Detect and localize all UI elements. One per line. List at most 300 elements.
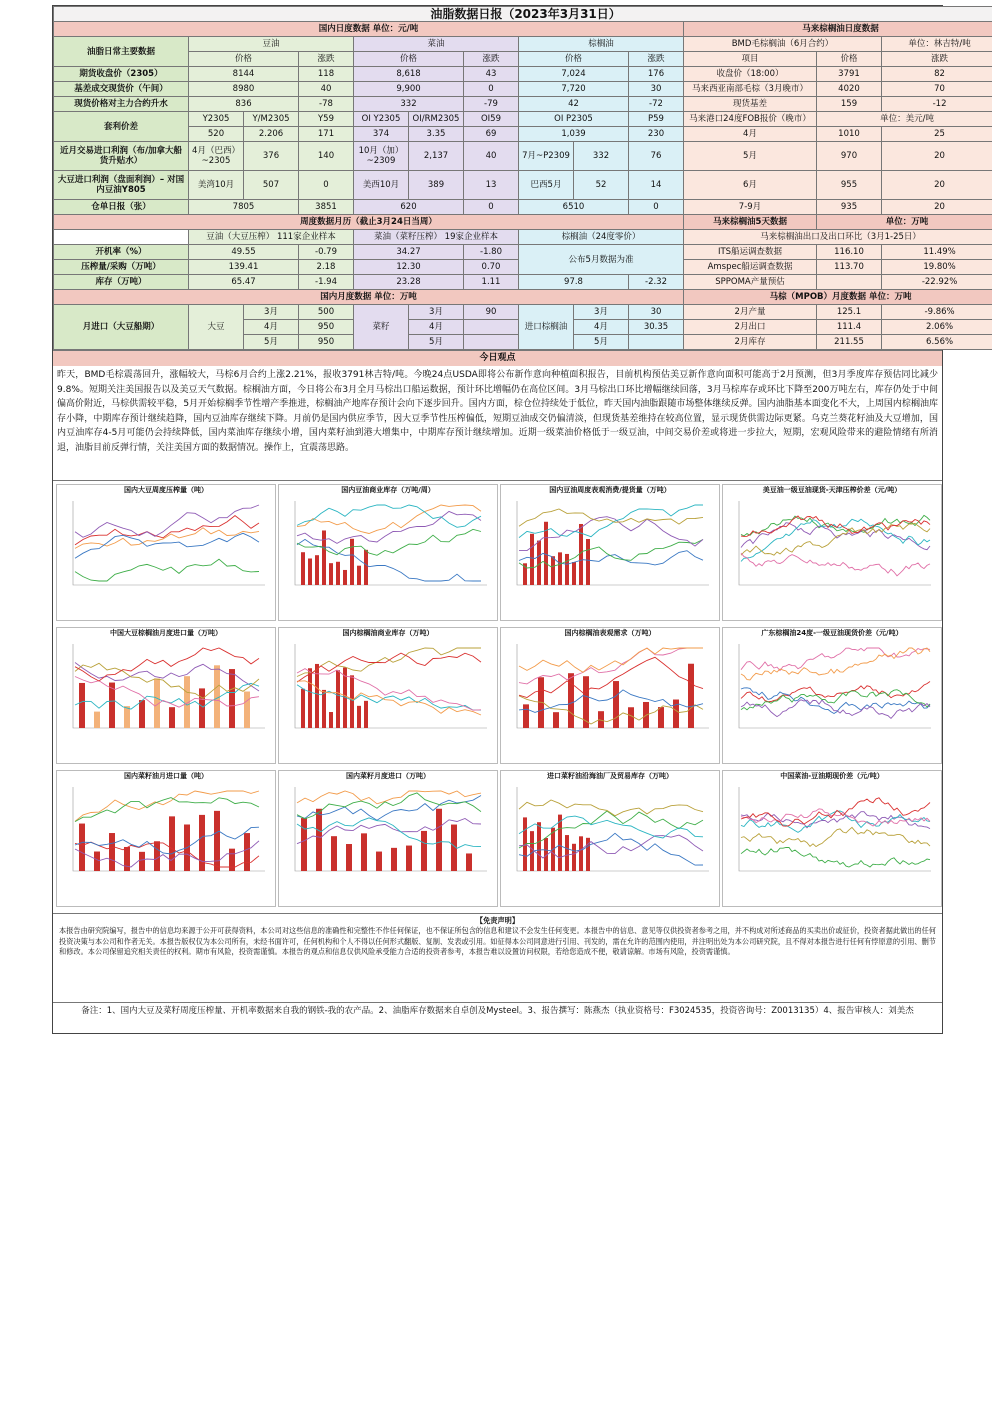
cell: 7月~P2309	[519, 142, 574, 171]
row-label: 库存（万吨）	[54, 275, 189, 290]
cell: 美湾10月	[189, 171, 244, 200]
chart-line	[741, 648, 930, 680]
cell: 7,720	[519, 82, 629, 97]
chart-bar	[94, 852, 100, 871]
cell	[464, 320, 519, 335]
cell: 12.30	[354, 260, 464, 275]
footnote: 备注：1、国内大豆及菜籽周度压榨量、开机率数据来自我的钢铁-我的农产品。2、油脂库存数据来自卓创及Mysteel。3、报告撰写：陈燕杰（执业资格号：F3024535，投资咨询号：Z0013135）4、报告审核人：刘美杰	[81, 1006, 914, 1016]
chart-bar	[421, 831, 427, 871]
chart-bar	[350, 675, 354, 728]
monthly-item: 进口棕榈油	[519, 305, 574, 350]
chart-bar	[301, 689, 305, 728]
chart-plot	[503, 640, 715, 748]
chart-title: 国内棕榈油表观需求（万吨）	[564, 629, 656, 637]
cell: 4月	[684, 127, 817, 142]
domestic-header: 国内日度数据 单位：元/吨	[54, 22, 684, 37]
col-price: 价格	[354, 52, 464, 67]
chart-bar	[364, 550, 368, 585]
warrant-label: 仓单日报（张）	[54, 200, 189, 215]
chart-bar	[109, 833, 115, 871]
cell: 6.56%	[882, 335, 992, 350]
monthly-label: 月进口（大豆船期）	[54, 305, 189, 350]
cell: 0	[629, 200, 684, 215]
chart-plot	[59, 783, 271, 891]
chart-bar	[357, 706, 361, 728]
cell: 3851	[299, 200, 354, 215]
cell: 13	[464, 171, 519, 200]
chart-bar	[322, 530, 326, 585]
chart-bar	[613, 681, 619, 728]
view-text: 昨天，BMD毛棕震荡回升，涨幅较大，马棕6月合约上涨2.21%，报收3791林吉特/吨。今晚24点USDA即将公布新作意向种植面积报告，目前机构预估美豆新作意向面积可能高于2月预测，但3月季度库存预估同比减少9.8%。短期关注美国报告以及美豆天气数据。棕榈油方面，今日将公布3月全月马棕出口船运数据，预计环比增幅仍在高位区间。3月马棕出口环比增幅继续回落，3月马棕库存或环比下降至200万吨左右，库存仍处于中间偏高价附近，马棕供需较平稳，5月开始棕榈季节性增产季推进，棕榈油产地库存预计会向下逐步回升。国内方面，棕仓位持续处于低位，昨天国内油脂跟随市场整体继续反弹。国内油脂基本面变化不大，上周国内棕榈油库存小降，中期库存预计继续趋降，国内豆油库存继续下降。月前仍是国内供应季节，因大豆季节性压榨偏低，短期豆油成交仍偏清淡，但现货基差维持在较高位置，显示现货供需边际更紧。乌克兰葵花籽油及大豆增加，国内豆油库存4-5月可能仍会持续降低，国内菜油库存继续小增，国内菜籽油到港大增集中，中期库存预计继续增加。近期一级菜油价格低于一级豆油，中间交易价差或将进一步拉大，短期，宏观风险带来的避险情绪有所消退，油脂目前反弹行情，关注美国方面的数据情况。操作上，宜震荡思路。	[53, 366, 942, 481]
spread-head: Y/M2305	[244, 112, 299, 127]
chart-bar	[572, 844, 576, 871]
col-change: 涨跌	[464, 52, 519, 67]
chart-bar	[94, 712, 100, 728]
chart-title: 国内菜籽月度进口（万吨）	[346, 772, 430, 780]
chart-bar	[199, 688, 205, 728]
cell: 巴西5月	[519, 171, 574, 200]
chart-plot	[503, 783, 715, 891]
col-price: 价格	[519, 52, 629, 67]
cell: 49.55	[189, 245, 299, 260]
cell: 500	[299, 305, 354, 320]
cell: 40	[464, 142, 519, 171]
cell: 40	[299, 82, 354, 97]
disclaimer-title: 【免责声明】	[475, 916, 520, 925]
chart-title: 美豆油一级豆油现货-天津压榨价差（元/吨）	[762, 486, 902, 494]
cell: 113.70	[817, 260, 882, 275]
weekly-head: 菜油（菜籽压榨） 19家企业样本	[354, 230, 519, 245]
cell: 42	[519, 97, 629, 112]
disclaimer	[53, 914, 942, 1003]
chart-panel	[56, 627, 276, 764]
cell: 收盘价（18:00）	[684, 67, 817, 82]
chart-bar	[530, 831, 534, 871]
cell: 2月库存	[684, 335, 817, 350]
view-title: 今日观点	[53, 350, 942, 366]
cell: -78	[299, 97, 354, 112]
cell: -0.79	[299, 245, 354, 260]
chart-panel	[56, 770, 276, 907]
product-soy: 豆油	[189, 37, 354, 52]
cell: 389	[409, 171, 464, 200]
cell: 25	[882, 127, 992, 142]
chart-line	[741, 827, 930, 846]
chart-title: 中国菜油-豆油期现价差（元/吨）	[780, 772, 884, 780]
cell: 82	[882, 67, 992, 82]
chart-bar	[572, 562, 576, 585]
chart-line	[297, 505, 481, 534]
cell: 211.55	[817, 335, 882, 350]
cell: Amspec船运调查数据	[684, 260, 817, 275]
chart-bar	[376, 852, 382, 871]
cell: 5月	[684, 142, 817, 171]
cell: 3.35	[409, 127, 464, 142]
chart-line	[741, 690, 930, 710]
cell: 374	[354, 127, 409, 142]
chart-bar	[523, 704, 529, 728]
chart-bar	[553, 712, 559, 728]
chart-panel	[56, 484, 276, 621]
chart-title: 进口菜籽油沿海油厂及贸易库存（万吨）	[547, 772, 673, 780]
cell: 30.35	[629, 320, 684, 335]
chart-bar	[586, 539, 590, 585]
chart-bar	[301, 818, 307, 871]
chart-bar	[350, 539, 354, 585]
palm-note: 公布5月数据为准	[519, 245, 684, 275]
cell: 90	[464, 305, 519, 320]
cell: 34.27	[354, 245, 464, 260]
spread-head: OI59	[464, 112, 519, 127]
cell: 970	[817, 142, 882, 171]
chart-bar	[364, 701, 368, 728]
cell: 935	[817, 200, 882, 215]
cell: 4020	[817, 82, 882, 97]
chart-bar	[79, 824, 85, 871]
cell	[629, 335, 684, 350]
cell	[817, 275, 882, 290]
cell: 0	[464, 200, 519, 215]
cell: 30	[629, 305, 684, 320]
cell: 125.1	[817, 305, 882, 320]
chart-bar	[124, 706, 130, 728]
cell: 332	[574, 142, 629, 171]
spread-head: Y59	[299, 112, 354, 127]
chart-bar	[436, 809, 442, 871]
cell: 4月	[244, 320, 299, 335]
cell: 1.11	[464, 275, 519, 290]
cell: 0	[299, 171, 354, 200]
mpob-header: 马棕（MPOB）月度数据 单位：万吨	[684, 290, 992, 305]
report-title: 油脂数据日报（2023年3月31日）	[54, 7, 992, 22]
cell: 140	[299, 142, 354, 171]
cell: 159	[817, 97, 882, 112]
cell: 1010	[817, 127, 882, 142]
cell: 70	[882, 82, 992, 97]
product-rapeseed: 菜油	[354, 37, 519, 52]
cell: SPPOMA产量预估	[684, 275, 817, 290]
col-change: 涨跌	[629, 52, 684, 67]
cell: 5月	[574, 335, 629, 350]
cell: 2月出口	[684, 320, 817, 335]
cell: 20	[882, 200, 992, 215]
chart-bar	[336, 670, 340, 728]
col-change: 涨跌	[882, 52, 992, 67]
cell: 4月（巴西）~2305	[189, 142, 244, 171]
chart-bar	[79, 683, 85, 728]
row-label: 期货收盘价（2305）	[54, 67, 189, 82]
chart-line	[519, 648, 703, 672]
cell: 5月	[244, 335, 299, 350]
chart-bar	[124, 847, 130, 871]
cell: 118	[299, 67, 354, 82]
chart-plot	[59, 497, 271, 605]
chart-bar	[315, 555, 319, 585]
chart-bar	[391, 848, 397, 871]
row-label: 基差成交现货价（午间）	[54, 82, 189, 97]
my-week-header: 马来棕榈油5天数据	[684, 215, 817, 230]
cell: -72	[629, 97, 684, 112]
chart-line	[741, 847, 930, 867]
cell: 4月	[574, 320, 629, 335]
chart-line	[519, 800, 703, 816]
bmd-title: BMD毛棕榈油（6月合约）	[684, 37, 882, 52]
cell: 10月（加）~2309	[354, 142, 409, 171]
cell: 65.47	[189, 275, 299, 290]
cell: -2.32	[629, 275, 684, 290]
data-table	[53, 6, 992, 350]
chart-bar	[361, 833, 367, 871]
cell: 111.4	[817, 320, 882, 335]
weekly-head: 棕榈油（24度零价）	[519, 230, 684, 245]
cell: 马来西亚南部毛棕（3月晚市）	[684, 82, 817, 97]
section-label: 油脂日常主要数据	[54, 37, 189, 67]
chart-plot	[725, 783, 937, 891]
cell: 8,618	[354, 67, 464, 82]
malaysia-header: 马来棕榈油日度数据	[684, 22, 992, 37]
cell: -1.80	[464, 245, 519, 260]
chart-bar	[558, 552, 562, 585]
cell: 950	[299, 335, 354, 350]
cell: 2.18	[299, 260, 354, 275]
chart-bar	[322, 690, 326, 728]
chart-panel	[722, 627, 942, 764]
cell: 20	[882, 142, 992, 171]
chart-line	[297, 653, 481, 682]
row-label: 现货价格对主力合约升水	[54, 97, 189, 112]
col-change: 涨跌	[299, 52, 354, 67]
cell: 14	[629, 171, 684, 200]
chart-bar	[244, 692, 250, 728]
export-title: 马来棕榈油出口及出口环比（3月1-25日）	[684, 230, 992, 245]
cell: 332	[354, 97, 464, 112]
cell: 620	[354, 200, 464, 215]
chart-plot	[725, 497, 937, 605]
cell: 1,039	[519, 127, 629, 142]
chart-bar	[329, 563, 333, 585]
cell: 507	[244, 171, 299, 200]
chart-bar	[139, 700, 145, 728]
monthly-item: 大豆	[189, 305, 244, 350]
charts-grid	[53, 481, 942, 914]
chart-panel	[722, 484, 942, 621]
cell: 11.49%	[882, 245, 992, 260]
cell: 3月	[409, 305, 464, 320]
spread-head: OI/RM2305	[409, 112, 464, 127]
chart-bar	[329, 712, 333, 728]
chart-bar	[316, 809, 322, 871]
cell: 376	[244, 142, 299, 171]
chart-bar	[214, 811, 220, 871]
cell: 4月	[409, 320, 464, 335]
disclaimer-text: 本报告由研究院编写，报告中的信息均来源于公开可获得资料，本公司对这些信息的准确性和完整性不作任何保证，也不保证所包含的信息和建议不会发生任何变更。本报告中的信息、意见等仅供投资者参考之用，并不构成对所述商品的买卖出价或征价，投资者据此做出的任何投资决策与本公司和作者无关。本报告版权仅为本公司所有，未经书面许可，任何机构和个人不得以任何形式翻版、复制、发表或引用。如征得本公司同意进行引用、刊发的，需在允许的范围内使用，并注明出处为本公司研究院，且不得对本报告进行任何有悖原意的引用、删节和修改。本公司保留追究相关责任的权利。期市有风险，投资需谨慎。本报告的观点和信息仅供风险承受能力合适的投资者参考，本报告难以设置访问权限，若给您造成不便，敬请谅解。市场有风险，投资需谨慎。	[59, 926, 936, 957]
chart-line	[297, 505, 481, 527]
chart-panel	[278, 484, 498, 621]
chart-line	[75, 505, 259, 537]
row-label: 压榨量/采购（万吨）	[54, 260, 189, 275]
chart-bar	[558, 815, 562, 871]
chart-bar	[688, 664, 694, 728]
weekly-head: 豆油（大豆压榨） 111家企业样本	[189, 230, 354, 245]
chart-bar	[336, 562, 340, 585]
cell: 520	[189, 127, 244, 142]
cell: 0	[464, 82, 519, 97]
chart-bar	[229, 849, 235, 871]
chart-line	[75, 791, 259, 821]
cell: 7-9月	[684, 200, 817, 215]
chart-panel	[722, 770, 942, 907]
cell: 9,900	[354, 82, 464, 97]
cell: 7,024	[519, 67, 629, 82]
chart-axis	[739, 787, 931, 871]
cell: 23.28	[354, 275, 464, 290]
cell: 76	[629, 142, 684, 171]
cell: 8144	[189, 67, 299, 82]
chart-bar	[673, 700, 679, 728]
chart-title: 国内菜籽油月进口量（吨）	[124, 772, 208, 780]
cell: 2.06%	[882, 320, 992, 335]
chart-line	[75, 533, 259, 558]
chart-plot	[59, 640, 271, 748]
bmd-unit: 单位：林吉特/吨	[882, 37, 992, 52]
cell: 52	[574, 171, 629, 200]
report-sheet	[52, 5, 971, 1034]
chart-plot	[503, 497, 715, 605]
monthly-item: 菜籽	[354, 305, 409, 350]
cell: 0.70	[464, 260, 519, 275]
cell: -22.92%	[882, 275, 992, 290]
chart-panel	[278, 770, 498, 907]
cell: -1.94	[299, 275, 354, 290]
chart-bar	[530, 534, 534, 585]
cell: 2,137	[409, 142, 464, 171]
chart-bar	[346, 844, 352, 871]
cell: 8980	[189, 82, 299, 97]
weekly-header: 周度数据月历（截止3月24日当周）	[54, 215, 684, 230]
cell: 116.10	[817, 245, 882, 260]
chart-bar	[343, 570, 347, 585]
cell: 5月	[409, 335, 464, 350]
cell: 3月	[244, 305, 299, 320]
row-label: 开机率（%）	[54, 245, 189, 260]
fob-title: 马来港口24度FOB报价（晚市）	[684, 112, 817, 127]
chart-bar	[244, 833, 250, 871]
my-week-unit: 单位：万吨	[817, 215, 992, 230]
chart-bar	[308, 668, 312, 728]
cell: ITS船运调查数据	[684, 245, 817, 260]
cell: 836	[189, 97, 299, 112]
chart-bar	[301, 552, 305, 585]
col-price: 价格	[189, 52, 299, 67]
cell: 2.206	[244, 127, 299, 142]
cell: 69	[464, 127, 519, 142]
product-palm: 棕榈油	[519, 37, 684, 52]
chart-plot	[725, 640, 937, 748]
col-item: 项目	[684, 52, 817, 67]
cell: 3月	[574, 305, 629, 320]
cell: 6月	[684, 171, 817, 200]
chart-title: 国内豆油周度表观消费/提货量（万吨）	[549, 486, 671, 494]
chart-bar	[169, 707, 175, 728]
cell: 2月产量	[684, 305, 817, 320]
import-label: 近月交易进口利润（布/加拿大船货升贴水）	[54, 142, 189, 171]
cell: 176	[629, 67, 684, 82]
chart-bar	[565, 835, 569, 871]
chart-line	[741, 553, 930, 576]
chart-bar	[406, 846, 412, 871]
chart-bar	[551, 556, 555, 585]
chart-bar	[154, 841, 160, 871]
cell: 7805	[189, 200, 299, 215]
chart-bar	[628, 707, 634, 728]
cell: 955	[817, 171, 882, 200]
chart-bar	[565, 554, 569, 585]
cell	[464, 335, 519, 350]
chart-bar	[357, 566, 361, 585]
spread-head: OI P2305	[519, 112, 629, 127]
spread-head: OI Y2305	[354, 112, 409, 127]
chart-line	[75, 528, 259, 549]
chart-line	[741, 798, 930, 826]
chart-bar	[466, 853, 472, 871]
chart-title: 国内大豆周度压榨量（吨）	[124, 486, 208, 494]
cell: -12	[882, 97, 992, 112]
cell: 43	[464, 67, 519, 82]
cell: 171	[299, 127, 354, 142]
chart-line	[741, 648, 930, 671]
chart-bar	[308, 558, 312, 585]
chart-bar	[139, 852, 145, 871]
chart-line	[297, 793, 481, 819]
chart-bar	[579, 836, 583, 871]
cell: 97.8	[519, 275, 629, 290]
chart-bar	[658, 707, 664, 728]
chart-title: 国内豆油商业库存（万吨/周）	[341, 486, 435, 494]
import-label-2: 大豆进口利润（盘面利润）– 对国内豆油Y805	[54, 171, 189, 200]
cell: 139.41	[189, 260, 299, 275]
chart-line	[75, 559, 259, 581]
chart-plot	[281, 497, 493, 605]
spread-label: 套利价差	[54, 112, 189, 142]
cell: -9.86%	[882, 305, 992, 320]
chart-line	[75, 516, 259, 545]
cell: 3791	[817, 67, 882, 82]
chart-line	[741, 523, 930, 555]
cell: 现货基差	[684, 97, 817, 112]
monthly-header: 国内月度数据 单位：万吨	[54, 290, 684, 305]
chart-panel	[500, 770, 720, 907]
chart-bar	[169, 816, 175, 871]
chart-bar	[229, 669, 235, 728]
cell: 美西10月	[354, 171, 409, 200]
chart-bar	[568, 673, 574, 728]
chart-line	[297, 648, 481, 677]
cell: 20	[882, 171, 992, 200]
chart-panel	[500, 484, 720, 621]
chart-title: 国内棕榈油商业库存（万吨）	[342, 629, 434, 637]
chart-title: 广东棕榈油24度-一级豆油现货价差（元/吨）	[761, 629, 903, 637]
cell: 230	[629, 127, 684, 142]
col-price: 价格	[817, 52, 882, 67]
cell: 950	[299, 320, 354, 335]
chart-bar	[331, 836, 337, 871]
chart-line	[519, 648, 703, 684]
cell: 6510	[519, 200, 629, 215]
chart-plot	[281, 783, 493, 891]
spread-head: Y2305	[189, 112, 244, 127]
chart-title: 中国大豆棕榈油月度进口量（万吨）	[110, 629, 222, 637]
chart-panel	[278, 627, 498, 764]
